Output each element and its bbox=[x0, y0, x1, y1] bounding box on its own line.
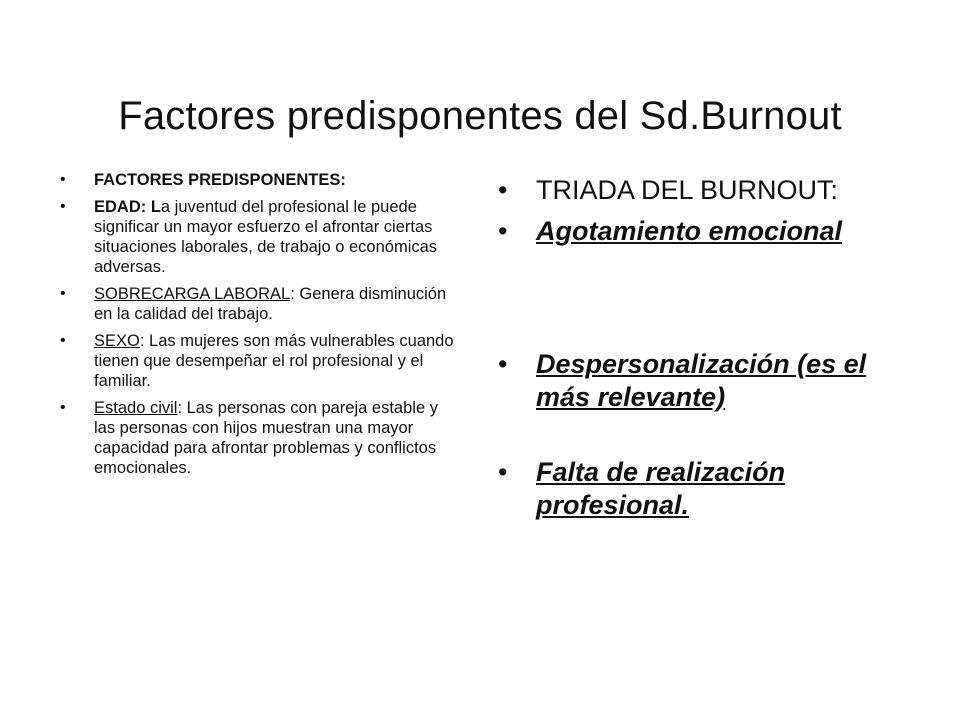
factor-description: a juventud del profesional le puede significar un mayor esfuerzo el afrontar ciertas situaciones laborales, de trabajo o económicas adversas. bbox=[94, 198, 438, 276]
bullet-icon: • bbox=[498, 349, 508, 379]
bullet-icon: • bbox=[60, 198, 66, 215]
bullet-icon: • bbox=[60, 285, 66, 302]
list-item bbox=[60, 197, 462, 277]
triad-list bbox=[498, 174, 910, 522]
list-item bbox=[498, 456, 910, 522]
bullet-icon: • bbox=[60, 171, 66, 188]
factor-description: : Las personas con pareja estable y las personas con hijos muestran una mayor capacidad para afrontar problemas y conflictos emocionales. bbox=[94, 399, 438, 477]
bullet-icon: • bbox=[60, 332, 66, 349]
factors-list bbox=[60, 170, 462, 478]
bullet-icon: • bbox=[498, 216, 508, 246]
slide-title: Factores predisponentes del Sd.Burnout bbox=[118, 93, 842, 138]
list-item bbox=[60, 331, 462, 391]
factor-term: SOBRECARGA LABORAL bbox=[94, 285, 291, 303]
factor-term: SEXO bbox=[94, 332, 140, 350]
list-item bbox=[498, 348, 910, 414]
right-column bbox=[498, 174, 910, 522]
triad-item: Despersonalización (es el más relevante) bbox=[536, 349, 867, 412]
factor-description: : Genera disminución en la calidad del trabajo. bbox=[94, 285, 447, 323]
list-item bbox=[60, 398, 462, 478]
left-column bbox=[60, 170, 462, 485]
triad-heading: TRIADA DEL BURNOUT: bbox=[536, 175, 839, 205]
list-item bbox=[60, 170, 462, 190]
triad-item: Agotamiento emocional bbox=[536, 216, 843, 246]
factor-description: : Las mujeres son más vulnerables cuando tienen que desempeñar el rol profesional y el familiar. bbox=[94, 332, 454, 390]
list-item bbox=[498, 174, 910, 207]
bullet-icon: • bbox=[498, 175, 508, 205]
list-item bbox=[498, 215, 910, 248]
list-item bbox=[60, 284, 462, 324]
factor-term: Estado civil bbox=[94, 399, 178, 417]
bullet-icon: • bbox=[60, 399, 66, 416]
triad-item: Falta de realización profesional. bbox=[536, 457, 786, 520]
factors-heading: FACTORES PREDISPONENTES: bbox=[94, 171, 346, 189]
bullet-icon: • bbox=[498, 457, 508, 487]
factor-term: EDAD: L bbox=[94, 198, 161, 216]
